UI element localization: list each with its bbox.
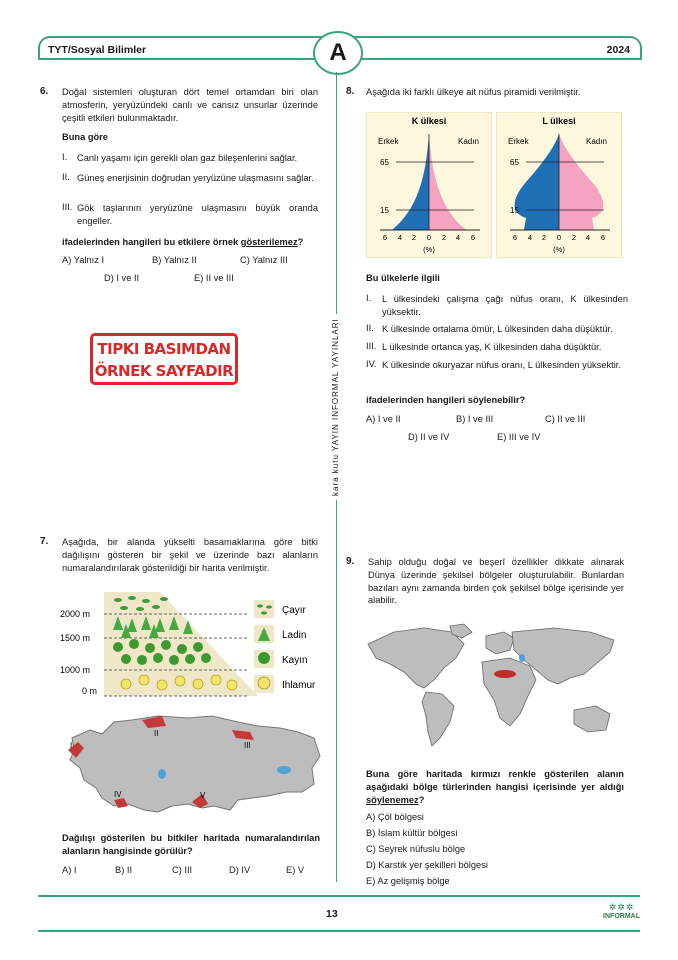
q6-stem: Doğal sistemleri oluşturan dört temel ortamdan biri olan atmosferin, yeryüzündeki canlı ve cansız unsurlar üzerinde çeşitli etkileri bulunmaktadır. [62,87,318,123]
legend-meadow: Çayır [282,605,306,616]
elev-label-1500: 1500 m [60,633,91,643]
africa [482,658,536,726]
svg-text:4: 4 [455,233,461,242]
page-number: 13 [326,908,338,920]
pyramid-l-age-65: 65 [510,158,519,167]
q7-number: 7. [40,536,49,547]
q8-option-a[interactable]: A) I ve II [366,414,401,424]
publisher-logo: ✲✲✲ INFORMAL [603,902,640,920]
svg-text:2: 2 [571,233,577,242]
pyramid-l-male: Erkek [508,137,529,146]
pyramid-l-title: L ülkesi [542,116,576,126]
q6-number: 6. [40,86,49,97]
pyramid-k-unit: (%) [423,245,435,254]
q7-option-c[interactable]: C) III [172,865,193,875]
q6-option-b[interactable]: B) Yalnız II [152,255,197,265]
q8-stem: Aşağıda iki farklı ülkeye ait nüfus piramidi verilmiştir. [366,87,581,97]
footer-rule-bottom [38,930,640,932]
highlighted-region-sahara [494,670,516,678]
map-label-III: III [244,741,251,750]
legend [254,600,316,693]
pyramid-k-title: K ülkesi [411,116,447,126]
q8-lead: Bu ülkelerle ilgili [366,273,440,283]
q8-option-e[interactable]: E) III ve IV [497,432,541,442]
country-outline [70,716,320,812]
pyramid-l-female: Kadın [586,137,607,146]
q9-question: Buna göre haritada kırmızı renkle gösterilen alanın aşağıdaki bölge türlerinden hangisi içerisinde yer aldığı söylenemez? [366,769,624,805]
europe [486,632,514,654]
pyramid-k-male: Erkek [378,137,399,146]
lake-van-icon [277,766,291,774]
australia [574,706,610,732]
lake-tuz-icon [158,769,166,779]
q9-option-a[interactable]: A) Çöl bölgesi [366,812,424,822]
year-label: 2024 [606,44,630,56]
vegetation-elevation-figure [60,592,330,700]
publisher-side-text: kara kutu YAYIN INFORMAL YAYINLARI [331,314,340,500]
pyramid-k-age-15: 15 [380,206,389,215]
continents [368,624,614,746]
map-label-IV: IV [114,790,122,799]
caspian-sea-icon [519,654,525,662]
svg-text:6: 6 [470,233,476,242]
svg-text:0: 0 [426,233,432,242]
pyramid-l-age-15: 15 [510,206,519,215]
q8-option-b[interactable]: B) I ve III [456,414,494,424]
svg-text:2: 2 [411,233,417,242]
svg-text:6: 6 [382,233,388,242]
q7-option-a[interactable]: A) I [62,865,77,875]
turkey-map [62,708,324,824]
q8-question: ifadelerinden hangileri söylenebilir? [366,395,526,405]
legend-beech: Kayın [282,655,308,666]
svg-text:2: 2 [541,233,547,242]
sample-page-stamp: TIPKI BASIMDAN ÖRNEK SAYFADIR [90,333,238,385]
elev-label-2000: 2000 m [60,609,91,619]
pyramid-l-unit: (%) [553,245,565,254]
q8-option-c[interactable]: C) II ve III [545,414,586,424]
pyramid-k-age-65: 65 [380,158,389,167]
pyramid-l [496,112,622,258]
q9-option-e[interactable]: E) Az gelişmiş bölge [366,876,450,886]
svg-text:4: 4 [585,233,591,242]
svg-text:4: 4 [527,233,533,242]
map-label-V: V [200,791,206,800]
south-america [422,692,454,746]
q9-stem: Sahip olduğu doğal ve beşerî özellikler dikkate alınarak Dünya üzerinde şekilsel bölgeler oluşturulabilir. Bunlardan bazıları aynı zamanda birden çok şekilsel bölge içerisinde yer alabilir. [368,557,624,606]
north-america [368,628,464,688]
q7-question: Dağılışı gösterilen bu bitkiler haritada numaralandırılan alanların hangisinde görülür? [62,833,320,856]
q9-option-b[interactable]: B) İslam kültür bölgesi [366,828,458,838]
svg-text:4: 4 [397,233,403,242]
q9-option-c[interactable]: C) Seyrek nüfuslu bölge [366,844,466,854]
q6-lead: Buna göre [62,132,108,142]
footer-rule-top [38,895,640,897]
map-label-I: I [70,741,73,750]
logo-figures-icon: ✲✲✲ [608,902,635,912]
svg-text:6: 6 [512,233,518,242]
svg-text:6: 6 [600,233,606,242]
svg-text:2: 2 [441,233,447,242]
q7-stem: Aşağıda, bir alanda yükselti basamaklarına göre bitki dağılışını gösteren bir şekil ve üzerinde bazı alanların numaralandırılarak gösterildiği bir harita verilmiştir. [62,537,318,573]
elev-label-0: 0 m [82,686,98,696]
q8-option-d[interactable]: D) II ve IV [408,432,450,442]
svg-text:0: 0 [556,233,562,242]
q9-option-d[interactable]: D) Karstik yer şekilleri bölgesi [366,860,488,870]
legend-spruce: Ladin [282,630,307,641]
pyramid-k-female: Kadın [458,137,479,146]
booklet-badge: A [313,31,363,75]
elev-label-1000: 1000 m [60,665,91,675]
q6-option-c[interactable]: C) Yalnız III [240,255,288,265]
q6-option-a[interactable]: A) Yalnız I [62,255,105,265]
legend-linden: Ihlamur [282,680,316,691]
q6-option-d[interactable]: D) I ve II [104,273,140,283]
map-label-II: II [154,729,159,738]
q7-option-d[interactable]: D) IV [229,865,251,875]
q6-question: ifadelerinden hangileri bu etkilere örnek gösterilemez? [62,237,304,247]
q6-option-e[interactable]: E) II ve III [194,273,234,283]
q7-option-b[interactable]: B) II [115,865,133,875]
q8-number: 8. [346,86,355,97]
world-map [364,622,626,754]
pyramid-k [366,112,492,258]
subject-title: TYT/Sosyal Bilimler [48,44,147,56]
q9-number: 9. [346,556,355,567]
q7-option-e[interactable]: E) V [286,865,305,875]
